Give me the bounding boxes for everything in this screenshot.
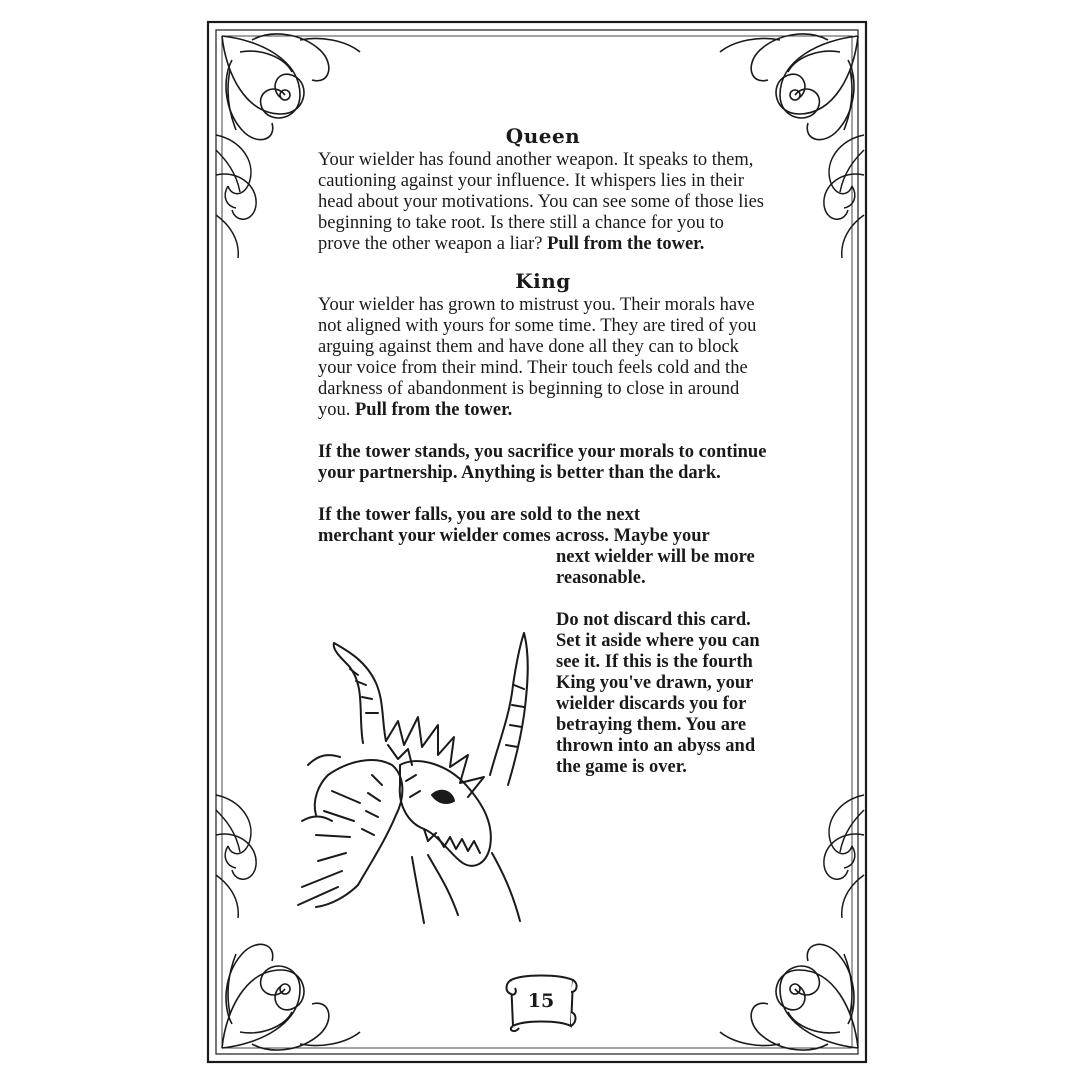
queen-paragraph	[318, 150, 768, 255]
king-action: Pull from the tower.	[355, 400, 513, 420]
king-heading: King	[515, 269, 571, 293]
king-paragraph	[318, 295, 768, 421]
tower-stands-paragraph: If the tower stands, you sacrifice your morals to continue your partnership. Anything is better than the dark.	[318, 442, 767, 483]
tower-falls-line-1: If the tower falls, you are sold to the next	[318, 505, 641, 525]
king-body: Your wielder has grown to mistrust you. Their morals have not aligned with yours for some time. They are tired of you arguing against them and have done all they can to block your voice from their mind. Their touch feels cold and the darkness of abandonment is beginning to close in around you.	[318, 295, 757, 420]
queen-heading: Queen	[505, 124, 581, 148]
page-number: 15	[527, 990, 555, 1012]
side-text-column	[556, 547, 771, 778]
horned-beast-icon	[288, 625, 538, 925]
tower-falls-line-2: merchant your wielder comes across. Maybe your	[318, 526, 710, 546]
card-text-content	[318, 122, 768, 777]
queen-action: Pull from the tower.	[547, 234, 705, 254]
queen-body: Your wielder has found another weapon. It speaks to them, cautioning against your influence. It whispers lies in their head about your motivations. You can see some of those lies beginning to take root. Is there still a chance for you to prove the other weapon a liar?	[318, 150, 764, 254]
page-number-badge	[503, 970, 579, 1034]
tower-falls-rest: next wielder will be more reasonable.	[556, 547, 755, 588]
discard-note: Do not discard this card. Set it aside where you can see it. If this is the fourth King you've drawn, your wielder discards you for betraying them. You are thrown into an abyss and the game is over.	[556, 610, 760, 777]
